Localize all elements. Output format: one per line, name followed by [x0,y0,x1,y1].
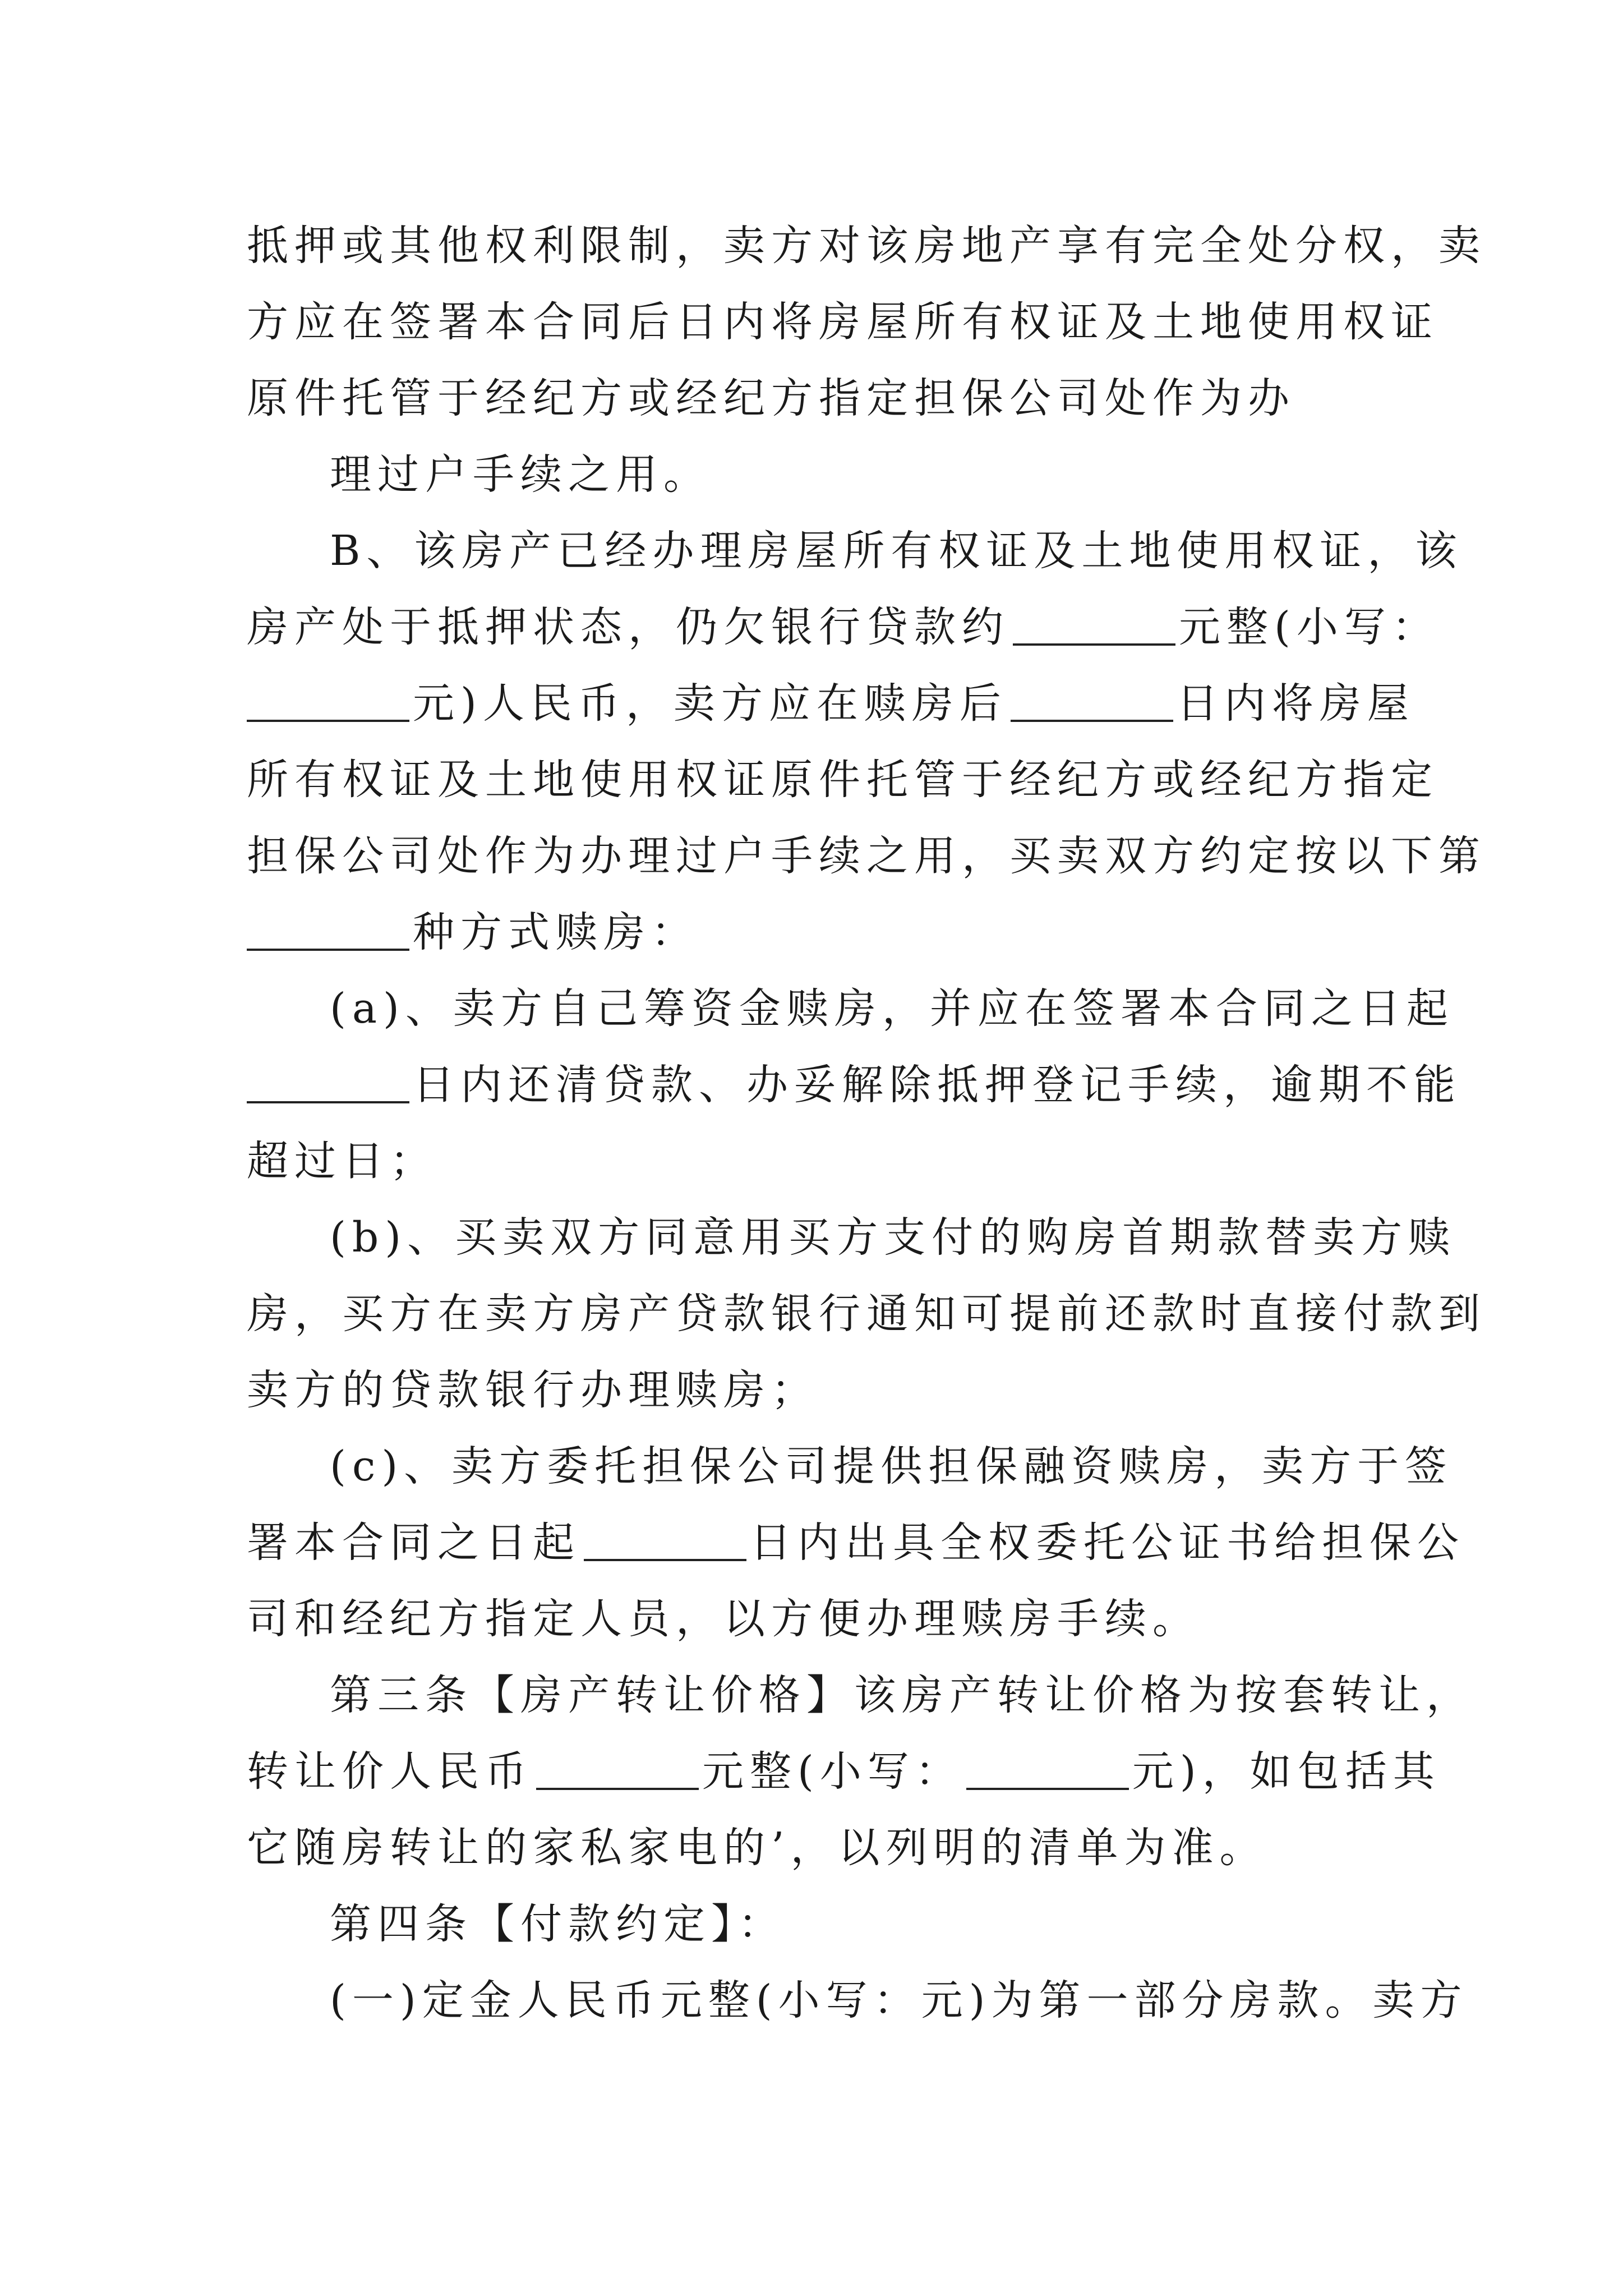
text-segment: 元)人民币，卖方应在赎房后 [413,679,1007,728]
text-line [247,894,1385,970]
contract-text [247,208,1486,2039]
text-line [247,665,1415,742]
text-line [247,1276,1486,1352]
text-line [247,1886,1385,1962]
text-line [247,436,1385,513]
text-line [247,818,1486,894]
text-segment: 元)，如包括其 [1132,1747,1441,1796]
text-line [247,1962,1468,2039]
text-segment: B、该房产已经办理房屋所有权证及土地使用权证，该 [330,527,1463,575]
text-segment: 种方式赎房： [413,908,699,956]
text-segment: (b)、买卖双方同意用买方支付的购房首期款替卖方赎 [330,1213,1456,1262]
text-segment: 所有权证及土地使用权证原件托管于经纪方或经纪方指定 [247,756,1438,804]
fill-in-blank [536,1746,699,1790]
fill-in-blank [1011,678,1173,722]
text-segment: 房，买方在卖方房产贷款银行通知可提前还款时直接付款到 [247,1290,1486,1338]
text-line [247,1504,1465,1581]
text-segment: 司和经纪方指定人员，以方便办理赎房手续。 [247,1595,1200,1643]
text-segment: 元整(小写： [702,1747,963,1796]
fill-in-blank [247,1060,409,1103]
text-line [247,1657,1474,1733]
text-line [247,360,1385,436]
text-segment: 转让价人民币 [247,1747,533,1796]
text-segment: 第三条【房产转让价格】该房产转让价格为按套转让， [330,1671,1474,1719]
text-segment: (c)、卖方委托担保公司提供担保融资赎房，卖方于签 [330,1442,1453,1490]
text-line [247,208,1486,284]
text-line [247,1428,1453,1504]
text-segment: 它随房转让的家私家电的’，以列明的清单为准。 [247,1824,1267,1872]
text-segment: 第四条【付款约定】： [330,1900,786,1948]
text-line [247,742,1438,818]
text-line [247,1810,1385,1886]
text-line [247,1199,1456,1276]
text-line [247,1352,1385,1428]
text-segment: (一)定金人民币元整(小写：元)为第一部分房款。卖方 [330,1976,1468,2024]
fill-in-blank [584,1517,746,1561]
text-segment: 房产处于抵押状态，仍欠银行贷款约 [247,603,1009,651]
fill-in-blank [247,678,409,722]
text-line [247,513,1463,589]
text-segment: 理过户手续之用。 [330,450,711,499]
text-segment: 方应在签署本合同后日内将房屋所有权证及土地使用权证 [247,298,1438,346]
text-line [247,1047,1461,1123]
text-segment: 原件托管于经纪方或经纪方指定担保公司处作为办 [247,374,1295,422]
text-segment: 卖方的贷款银行办理赎房； [247,1366,819,1414]
text-line [247,284,1438,360]
text-segment: 日内还清贷款、办妥解除抵押登记手续，逾期不能 [413,1061,1461,1109]
text-line [247,1123,1385,1199]
text-line [247,1581,1385,1657]
text-segment: 抵押或其他权利限制，卖方对该房地产享有完全处分权，卖 [247,222,1486,270]
fill-in-blank [1013,602,1175,646]
text-segment: 日内将房屋 [1176,679,1415,728]
text-segment: 元整(小写： [1179,603,1440,651]
text-segment: 担保公司处作为办理过户手续之用，买卖双方约定按以下第 [247,832,1486,880]
text-segment: 署本合同之日起 [247,1519,580,1567]
text-line [247,1733,1441,1810]
fill-in-blank [247,907,409,951]
text-segment: 超过日； [247,1137,437,1185]
fill-in-blank [966,1746,1129,1790]
text-segment: 日内出具全权委托公证书给担保公 [750,1519,1465,1567]
text-line [247,589,1440,665]
text-segment: (a)、卖方自己筹资金赎房，并应在签署本合同之日起 [330,984,1454,1033]
text-line [247,970,1454,1047]
